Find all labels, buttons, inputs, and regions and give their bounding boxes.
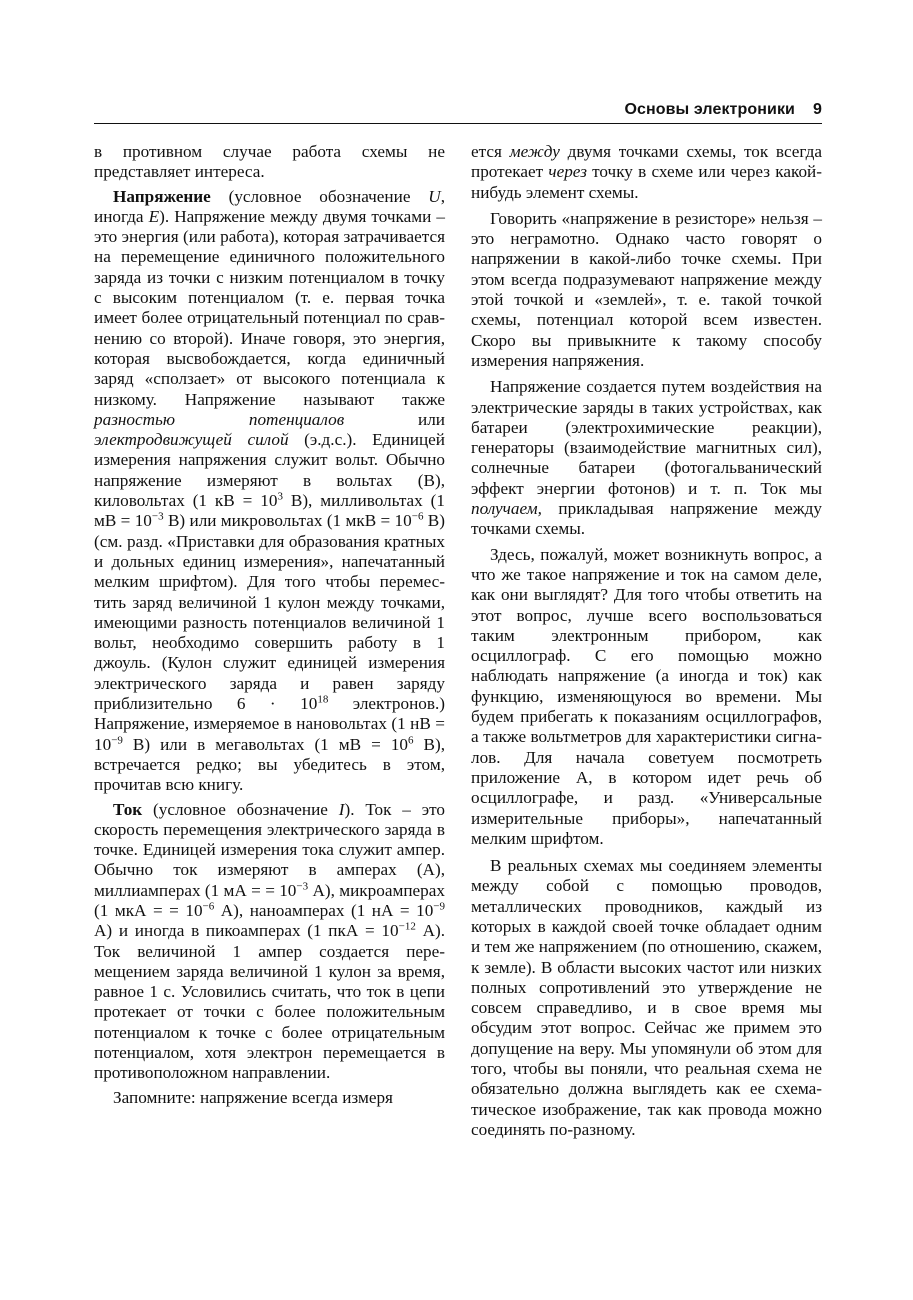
header-rule <box>94 123 822 124</box>
text-span: электронов.) Напряжение, измеряемое в нановольтах (1 нВ = 10 <box>94 694 446 754</box>
text-span: двумя точками схемы, ток всегда протекает <box>471 142 822 182</box>
text-span: ется <box>471 142 510 161</box>
text-span: или <box>344 409 445 429</box>
text-span: В) или в мегавольтах (1 мВ = 10 <box>122 734 409 754</box>
paragraph-voltage <box>94 187 445 796</box>
italic-term: разностью потенциалов <box>94 409 345 429</box>
text-span: , иногда <box>94 186 445 226</box>
running-title: Основы электроники <box>624 101 795 118</box>
exponent: 18 <box>317 693 329 706</box>
exponent: −9 <box>433 900 446 913</box>
paragraph-oscilloscope: Здесь, пожалуй, может возникнуть вопрос, а что же такое напряжение и ток на самом деле, как они выглядят? Для того чтобы ответить на этот вопрос, лучше всего воспользоваться таким электронным прибором, как осциллограф. С его помощью можно наблюдать напряжение (а иногда и ток) как функцию, изменяющуюся во времени. Мы будем прибегать к показаниям осциллографов, а также вольтметров для характеристики сигналов. Для начала советуем посмотреть приложение А, в котором идет речь об осциллографе, и разд. «Универсальные измерительные приборы», напечатанный мелким шрифтом. <box>471 544 822 848</box>
right-column <box>471 142 822 1140</box>
text-span: (э.д.с.). Единицей измерения напряжения служит вольт. Обычно напряжение измеряют в вольтах (В), киловольтах (1 кВ = 10 <box>94 430 445 511</box>
text-span: В), милливольтах (1 мВ = 10 <box>94 491 445 531</box>
symbol-u: U <box>428 186 441 206</box>
exponent: 6 <box>408 733 414 746</box>
text-span: В) (см. разд. «Приставки для образования кратных и дольных единиц измерения», напечатанный мелким шрифтом). Для того чтобы переместить заряд величиной 1 кулон между точками, имеющими разность потенциалов величиной 1 вольт, необходимо совершить работу в 1 джоуль. (Кулон служит единицей измерения электрического заряда и равен заряду приблизительно 6 · 10 <box>94 511 445 714</box>
exponent: −3 <box>296 879 309 892</box>
paragraph-remember: Запомните: напряжение всегда измеря <box>113 1087 393 1107</box>
exponent: −12 <box>398 920 416 933</box>
paragraph-continuation: в противном случае работа схемы не представляет интереса. <box>94 142 445 182</box>
text-span: А) и иногда в пикоамперах (1 пкА = 10 <box>94 921 399 941</box>
paragraph-continuation <box>471 142 822 203</box>
italic-term: электродвижущей силой <box>94 430 289 450</box>
text-span: ). Ток – это скорость перемещения электрического заряда в точке. Единицей измерения тока служит ампер. Обычно ток измеряют в амперах (А), миллиамперах (1 мА = = 10 <box>94 799 445 900</box>
italic-word: получаем, <box>471 499 542 519</box>
text-span: ). Напряжение между двумя точками – это энергия (или работа), которая затрачивается на перемещение единичного положительного заряда из точки с низким потенциалом в точку с высоким потенциалом (т. е. первая точка имеет более отрицательный потенциал по сравнению со второй). Иначе говоря, это энергия, которая высвобождается, когда единичный заряд «сползает» от высокого потенциала к низкому. Напряжение называют также <box>94 206 445 409</box>
paragraph-voltage-sources <box>471 377 822 539</box>
exponent: −3 <box>151 510 164 523</box>
italic-word: между <box>509 142 560 161</box>
text-span: А), наноамперах (1 нА = 10 <box>214 900 434 920</box>
text-span: (условное обозначение <box>210 186 429 206</box>
left-column <box>94 142 445 1108</box>
exponent: −9 <box>111 733 123 746</box>
term-voltage: Напряжение <box>113 186 211 206</box>
text-span: В), встречается редко; вы убедитесь в этом, прочитав всю книгу. <box>94 734 446 795</box>
exponent: −6 <box>411 510 424 523</box>
page-number: 9 <box>813 101 822 118</box>
symbol-i: I <box>338 799 345 819</box>
term-current: Ток <box>113 799 143 819</box>
text-span: (условное обозначение <box>142 799 339 819</box>
italic-word: через <box>548 162 587 182</box>
symbol-e: E <box>148 206 160 226</box>
exponent: 3 <box>277 490 283 503</box>
exponent: −6 <box>202 900 215 913</box>
paragraph-resistor: Говорить «напряжение в резисторе» нельзя – это неграмотно. Однако часто говорят о напряжении в какой-либо точке схемы. При этом всегда подразумевают напряжение между этой точкой и «землей», т. е. такой точкой схемы, потенциал которой всем известен. Скоро вы привыкните к такому способу измерения напряжения. <box>471 208 822 370</box>
text-span: Напряжение создается путем воздействия на электрические заряды в таких устройствах, как батареи (электрохимические реакции), генераторы (взаимодействие магнитных сил), солнечные батареи (фотогальванический эффект энергии фотонов) и т. п. Ток мы <box>471 377 822 498</box>
running-header <box>94 101 822 121</box>
paragraph-real-circuits: В реальных схемах мы соединяем элементы между собой с помощью проводов, металлических проводников, каждый из которых в каждой своей точке обладает одним и тем же напряжением (по отношению, скажем, к земле). В области высоких частот или низких полных сопротивлений это утверждение не совсем справедливо, и в свое время мы обсудим этот вопрос. Сейчас же примем это допущение на веру. Мы упомянули об этом для того, чтобы вы поняли, что реальная схема не обязательно должна выглядеть как ее схематическое изображение, так как провода можно соединять по-разному. <box>471 856 822 1139</box>
text-span: А). Ток величиной 1 ампер создается перемещением заряда величиной 1 кулон за время, равное 1 с. Условились считать, что ток в цепи протекает от точки с более положительным потенциалом к точке с более отрицательным потенциалом, хотя электрон перемещается в противоположном направлении. <box>94 921 446 1083</box>
text-span: В) или микровольтах (1 мкВ = 10 <box>163 511 412 531</box>
text-span: А), микроамперах (1 мкА = = 10 <box>94 880 445 920</box>
paragraph-current <box>94 800 445 1084</box>
text-span: точку в схеме или через какой-нибудь элемент схемы. <box>471 162 822 202</box>
text-span: прикладывая напряжение между точками схемы. <box>471 499 822 539</box>
